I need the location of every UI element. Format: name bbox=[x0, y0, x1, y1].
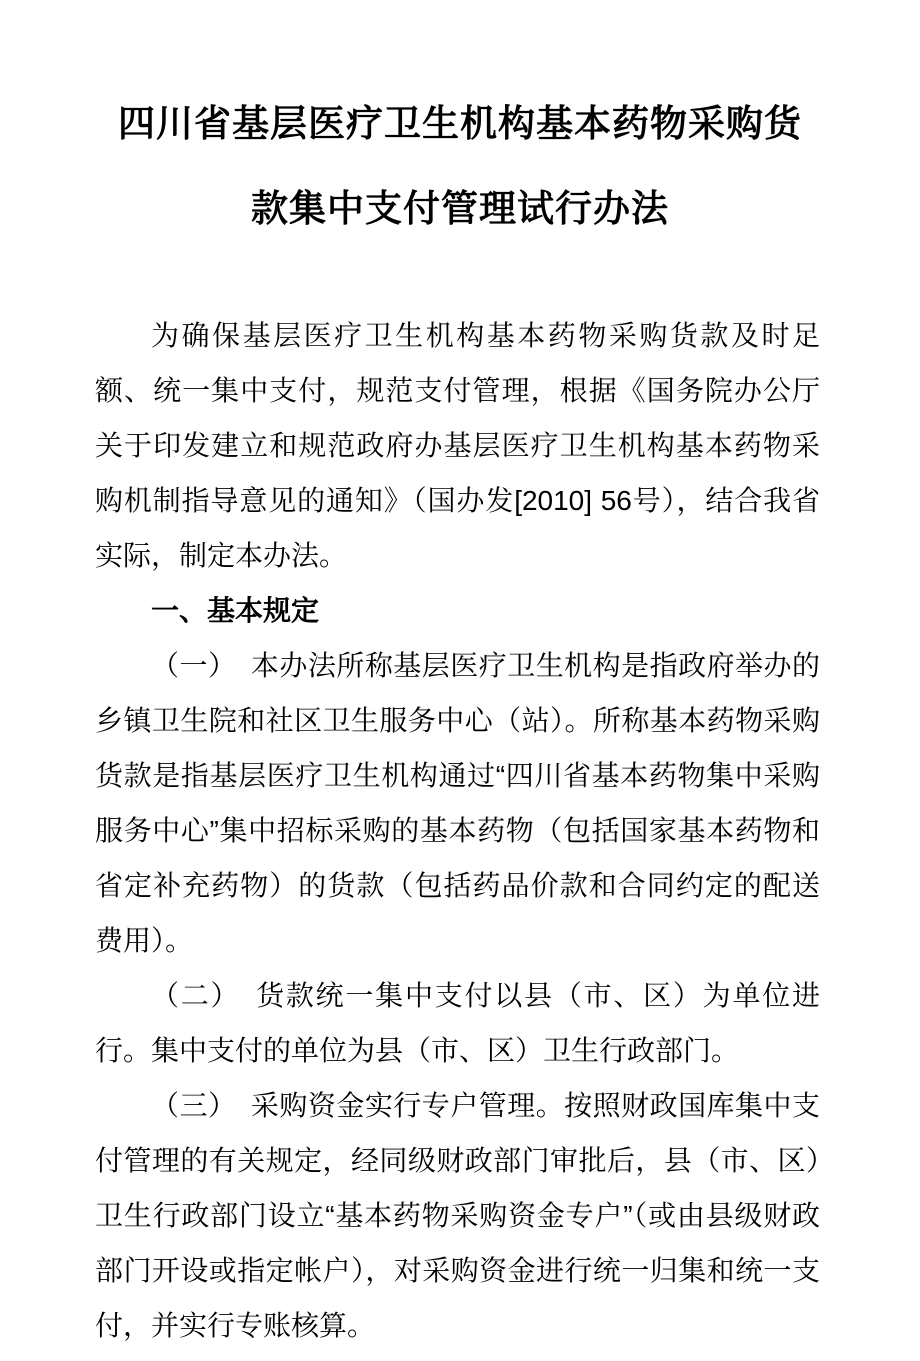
document-body bbox=[0, 308, 920, 1353]
paragraph-item-3: （三） 采购资金实行专户管理。按照财政国库集中支付管理的有关规定，经同级财政部门审批后，县（市、区）卫生行政部门设立“基本药物采购资金专户”（或由县级财政部门开设或指定帐户），对采购资金进行统一归集和统一支付，并实行专账核算。 bbox=[95, 1090, 820, 1341]
paragraph-item-2: （二） 货款统一集中支付以县（市、区）为单位进行。集中支付的单位为县（市、区）卫生行政部门。 bbox=[95, 980, 820, 1066]
document-title bbox=[0, 0, 920, 251]
paragraph-item-1: （一） 本办法所称基层医疗卫生机构是指政府举办的乡镇卫生院和社区卫生服务中心（站）。所称基本药物采购货款是指基层医疗卫生机构通过“四川省基本药物集中采购服务中心”集中招标采购的基本药物（包括国家基本药物和省定补充药物）的货款（包括药品价款和合同约定的配送费用）。 bbox=[95, 650, 820, 956]
document-title-line-1: 四川省基层医疗卫生机构基本药物采购货 bbox=[118, 103, 802, 144]
section-heading-basic-rules: 一、基本规定 bbox=[151, 595, 320, 626]
document-title-line-2: 款集中支付管理试行办法 bbox=[251, 188, 669, 229]
paragraph-intro: 为确保基层医疗卫生机构基本药物采购货款及时足额、统一集中支付，规范支付管理，根据《国务院办公厅关于印发建立和规范政府办基层医疗卫生机构基本药物采购机制指导意见的通知》（国办发[2010] 56号），结合我省实际，制定本办法。 bbox=[95, 320, 820, 571]
